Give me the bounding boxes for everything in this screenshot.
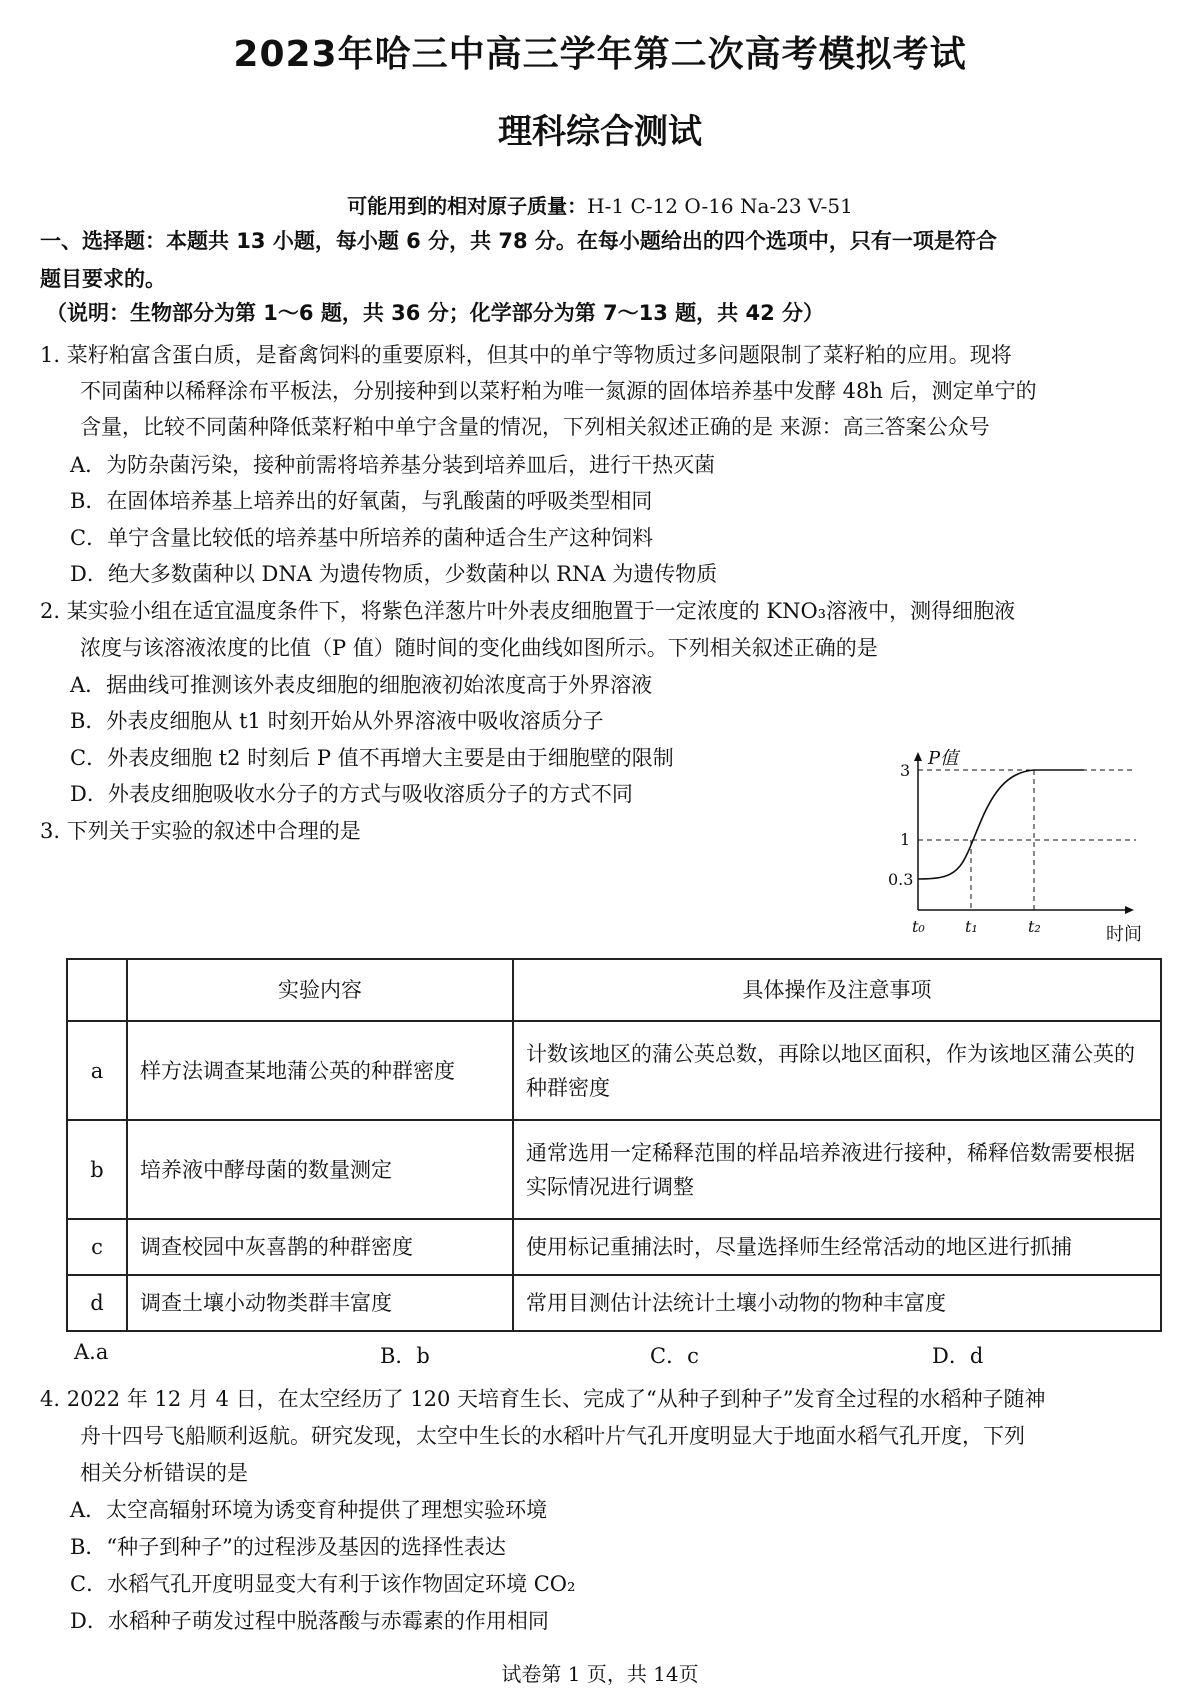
q4-option-b: B．“种子到种子”的过程涉及基因的选择性表达 (70, 1535, 506, 1559)
p-value-curve (918, 770, 1084, 879)
q1-option-c: C．单宁含量比较低的培养基中所培养的菌种适合生产这种饲料 (70, 526, 654, 550)
table-header-blank (67, 959, 127, 1021)
x-axis-label: 时间 (1106, 924, 1142, 945)
row-content: 样方法调查某地蒲公英的种群密度 (127, 1021, 513, 1120)
page-title: 2023年哈三中高三学年第二次高考模拟考试 (233, 34, 967, 75)
table-row (67, 1275, 1161, 1331)
page-footer: 试卷第 1 页，共 14页 (501, 1662, 699, 1686)
atomic-mass-label: 可能用到的相对原子质量： (347, 194, 588, 218)
x-tick-t0: t₀ (912, 917, 925, 936)
q1-option-b: B．在固体培养基上培养出的好氧菌，与乳酸菌的呼吸类型相同 (70, 489, 653, 513)
q2-option-b: B．外表皮细胞从 t1 时刻开始从外界溶液中吸收溶质分子 (70, 709, 604, 733)
experiment-table (66, 958, 1162, 1332)
row-note: 使用标记重捕法时，尽量选择师生经常活动的地区进行抓捕 (513, 1219, 1161, 1275)
row-tag: a (67, 1021, 127, 1120)
row-content: 调查校园中灰喜鹊的种群密度 (127, 1219, 513, 1275)
table-header-row (67, 959, 1161, 1021)
row-note: 通常选用一定稀释范围的样品培养液进行接种，稀释倍数需要根据实际情况进行调整 (513, 1120, 1161, 1219)
y-tick-0-3: 0.3 (888, 870, 914, 889)
q4-option-c: C．水稻气孔开度明显变大有利于该作物固定环境 CO₂ (70, 1572, 576, 1596)
q3-option-c: C．c (650, 1344, 699, 1368)
section-heading-line2: 题目要求的。 (40, 267, 166, 291)
section-note: （说明：生物部分为第 1～6 题，共 36 分；化学部分为第 7～13 题，共 42 分） (46, 301, 824, 325)
y-tick-3: 3 (900, 761, 911, 780)
p-value-graph (880, 748, 1150, 948)
q4-stem-line3: 相关分析错误的是 (80, 1461, 248, 1485)
atomic-mass-values: H-1 C-12 O-16 Na-23 V-51 (587, 194, 853, 218)
atomic-mass-line (0, 190, 1200, 219)
table-row (67, 1021, 1161, 1120)
y-axis-arrow (914, 752, 922, 761)
q4-stem-line1: 4. 2022 年 12 月 4 日，在太空经历了 120 天培育生长、完成了“从种子到种子”发育全过程的水稻种子随神 (40, 1387, 1046, 1411)
section-heading-line1: 一、选择题：本题共 13 小题，每小题 6 分，共 78 分。在每小题给出的四个选项中，只有一项是符合 (40, 229, 997, 253)
q2-stem-line1: 2. 某实验小组在适宜温度条件下，将紫色洋葱片叶外表皮细胞置于一定浓度的 KNO₃溶液中，测得细胞液 (40, 599, 1016, 623)
y-tick-1: 1 (900, 830, 911, 849)
x-tick-t1: t₁ (965, 917, 978, 936)
x-axis-arrow (1125, 906, 1134, 914)
q1-stem-line3: 含量，比较不同菌种降低菜籽粕中单宁含量的情况，下列相关叙述正确的是 来源：高三答案公众号 (80, 415, 990, 439)
q1-stem-line2: 不同菌种以稀释涂布平板法，分别接种到以菜籽粕为唯一氮源的固体培养基中发酵 48h 后，测定单宁的 (80, 379, 1037, 403)
q1-option-a: A．为防杂菌污染，接种前需将培养基分装到培养皿后，进行干热灭菌 (70, 453, 716, 477)
row-content: 调查土壤小动物类群丰富度 (127, 1275, 513, 1331)
row-note: 常用目测估计法统计土壤小动物的物种丰富度 (513, 1275, 1161, 1331)
q1-stem-line1: 1. 菜籽粕富含蛋白质，是畜禽饲料的重要原料，但其中的单宁等物质过多问题限制了菜籽粕的应用。现将 (40, 343, 1012, 367)
y-axis-label: P值 (928, 748, 959, 769)
q3-option-d: D．d (932, 1344, 984, 1368)
row-note: 计数该地区的蒲公英总数，再除以地区面积，作为该地区蒲公英的种群密度 (513, 1021, 1161, 1120)
q2-option-a: A．据曲线可推测该外表皮细胞的细胞液初始浓度高于外界溶液 (70, 673, 653, 697)
table-header-content: 实验内容 (127, 959, 513, 1021)
q3-option-b: B．b (380, 1344, 430, 1368)
q2-stem-line2: 浓度与该溶液浓度的比值（P 值）随时间的变化曲线如图所示。下列相关叙述正确的是 (80, 636, 878, 660)
table-header-note: 具体操作及注意事项 (513, 959, 1161, 1021)
row-content: 培养液中酵母菌的数量测定 (127, 1120, 513, 1219)
q4-option-d: D．水稻种子萌发过程中脱落酸与赤霉素的作用相同 (70, 1609, 549, 1633)
q3-stem: 3. 下列关于实验的叙述中合理的是 (40, 819, 361, 843)
table-row (67, 1120, 1161, 1219)
q4-option-a: A．太空高辐射环境为诱变育种提供了理想实验环境 (70, 1498, 548, 1522)
row-tag: d (67, 1275, 127, 1331)
page-subtitle: 理科综合测试 (498, 112, 702, 152)
q2-option-c: C．外表皮细胞 t2 时刻后 P 值不再增大主要是由于细胞壁的限制 (70, 746, 674, 770)
table-row (67, 1219, 1161, 1275)
q3-option-a: A.a (74, 1340, 109, 1364)
row-tag: c (67, 1219, 127, 1275)
row-tag: b (67, 1120, 127, 1219)
q4-stem-line2: 舟十四号飞船顺利返航。研究发现，太空中生长的水稻叶片气孔开度明显大于地面水稻气孔开度，下列 (80, 1424, 1025, 1448)
x-tick-t2: t₂ (1028, 917, 1041, 936)
q1-option-d: D．绝大多数菌种以 DNA 为遗传物质，少数菌种以 RNA 为遗传物质 (70, 562, 718, 586)
q2-option-d: D．外表皮细胞吸收水分子的方式与吸收溶质分子的方式不同 (70, 782, 633, 806)
